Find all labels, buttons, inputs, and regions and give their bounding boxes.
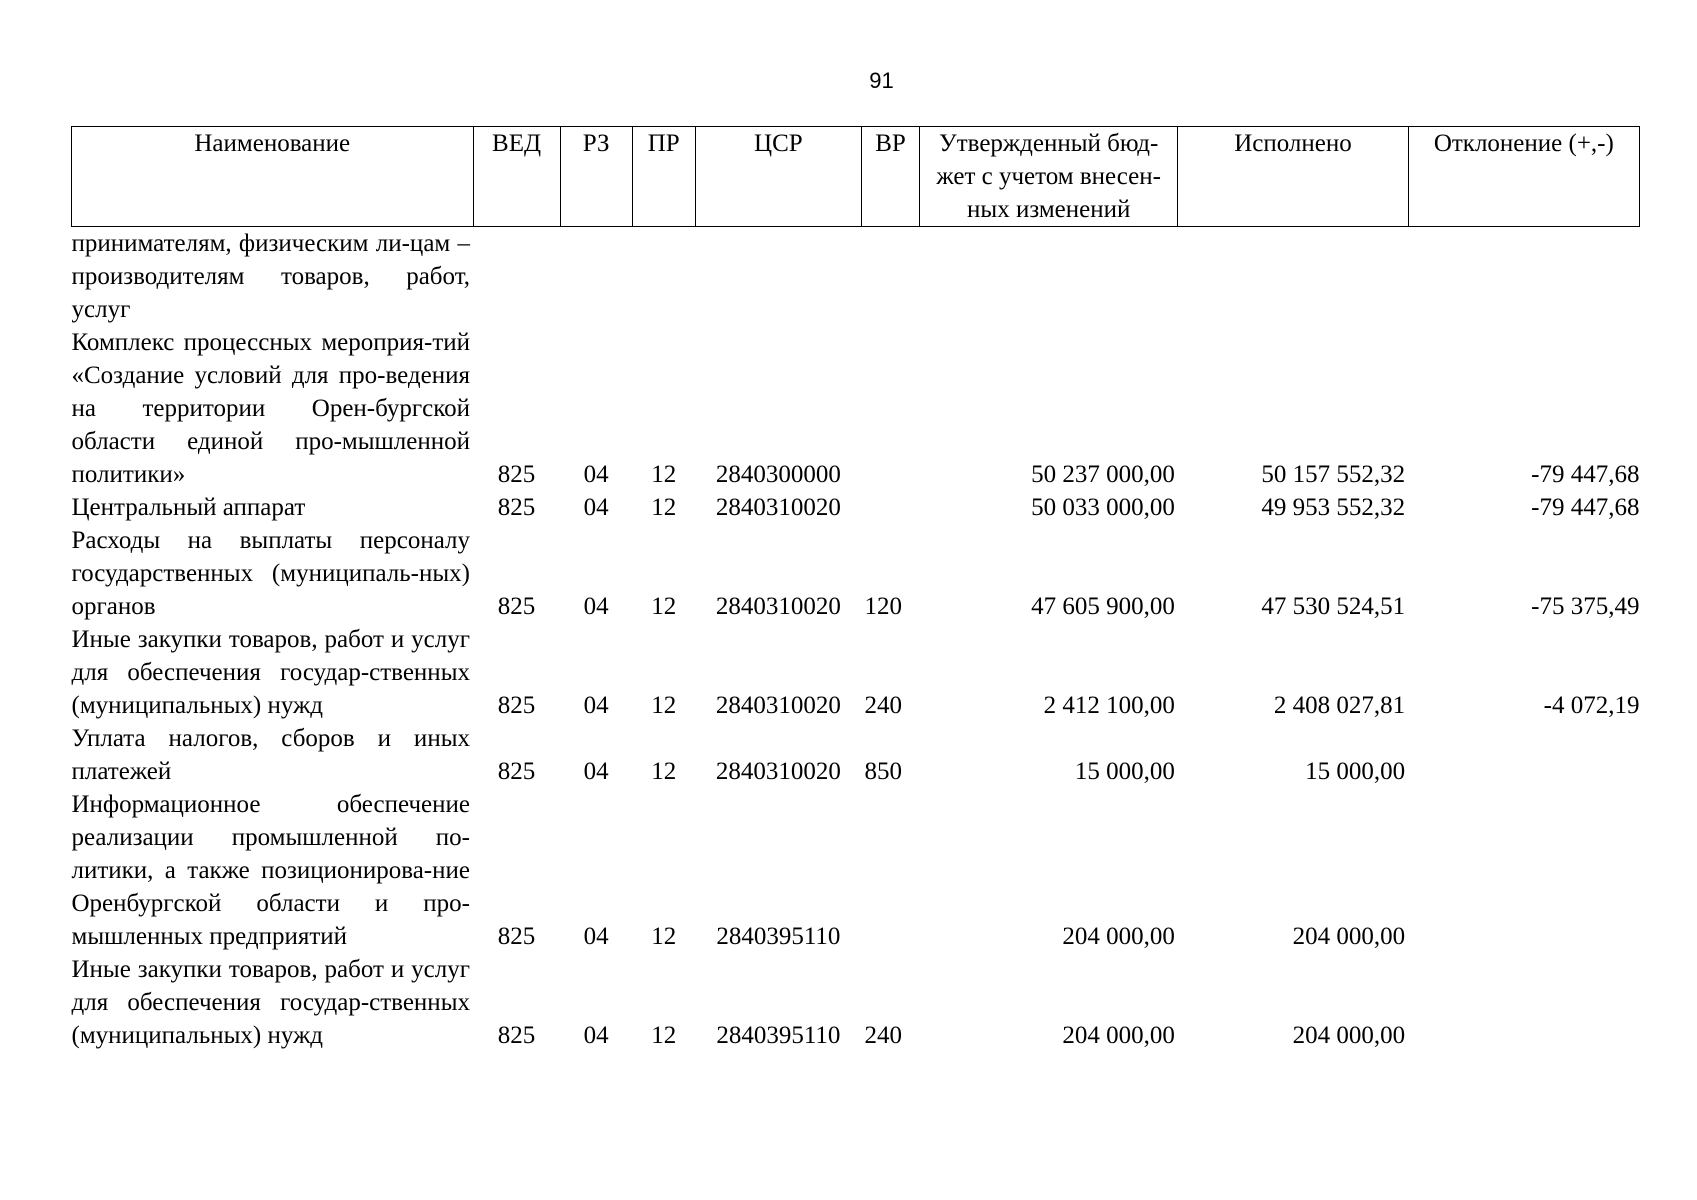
cell-executed: 15 000,00 (1305, 758, 1406, 785)
column-header-pr: ПР (632, 127, 695, 227)
table-row (72, 524, 1640, 623)
cell-name: Комплекс процессных мероприя-тий «Создание условий для про-ведения на территории Орен-бургской области единой про-мышленной политики» (71, 329, 470, 488)
page-number: 91 (869, 68, 894, 93)
cell-executed: 2 408 027,81 (1273, 692, 1406, 719)
cell-deviation: -75 375,49 (1531, 593, 1640, 620)
cell-executed (1178, 227, 1408, 327)
column-header-vr: ВР (861, 127, 919, 227)
cell-rz: 04 (583, 461, 609, 488)
table-row (72, 788, 1640, 953)
cell-executed: 47 530 524,51 (1261, 593, 1406, 620)
cell-ved: 825 (497, 1022, 536, 1049)
cell-vr (861, 326, 919, 491)
column-header-ved: ВЕД (473, 127, 560, 227)
table-row (72, 491, 1640, 524)
cell-csr: 2840395110 (716, 923, 841, 950)
cell-ved: 825 (497, 461, 536, 488)
cell-approved (920, 227, 1178, 327)
cell-name: Иные закупки товаров, работ и услуг для обеспечения государ-ственных (муниципальных) нужд (71, 956, 470, 1049)
cell-pr: 12 (651, 461, 677, 488)
column-header-rz: РЗ (560, 127, 632, 227)
cell-deviation: -4 072,19 (1543, 692, 1640, 719)
cell-vr: 240 (864, 1022, 902, 1049)
cell-vr (861, 227, 919, 327)
cell-pr (632, 227, 695, 327)
cell-name: Уплата налогов, сборов и иных платежей (71, 725, 470, 785)
cell-name: принимателям, физическим ли-цам – производителям товаров, работ, услуг (71, 230, 470, 323)
cell-rz (560, 227, 632, 327)
cell-deviation (1408, 953, 1639, 1052)
cell-vr (861, 788, 919, 953)
cell-csr: 2840310020 (715, 692, 841, 719)
table-row (72, 953, 1640, 1052)
table-row (72, 227, 1640, 327)
cell-deviation: -79 447,68 (1531, 461, 1640, 488)
cell-executed: 204 000,00 (1292, 923, 1406, 950)
column-header-approved: Утвержденный бюд-жет с учетом внесен-ных изменений (920, 127, 1178, 227)
table-header (72, 127, 1640, 227)
cell-deviation: -79 447,68 (1531, 494, 1640, 521)
cell-rz: 04 (583, 923, 609, 950)
cell-name: Иные закупки товаров, работ и услуг для обеспечения государ-ственных (муниципальных) нужд (71, 626, 470, 719)
cell-ved: 825 (497, 593, 536, 620)
cell-ved: 825 (497, 923, 536, 950)
cell-executed: 50 157 552,32 (1261, 461, 1406, 488)
cell-csr: 2840395110 (716, 1022, 841, 1049)
cell-approved: 2 412 100,00 (1043, 692, 1175, 719)
cell-rz: 04 (583, 692, 609, 719)
column-header-name: Наименование (72, 127, 474, 227)
cell-approved: 204 000,00 (1062, 923, 1175, 950)
table-row (72, 722, 1640, 788)
column-header-csr: ЦСР (695, 127, 861, 227)
cell-rz: 04 (583, 1022, 609, 1049)
cell-pr: 12 (651, 593, 677, 620)
cell-name: Информационное обеспечение реализации промышленной по-литики, а также позиционирова-ние Оренбургской области и про-мышленных предприятий (71, 791, 470, 950)
cell-vr: 120 (864, 593, 902, 620)
table-row (72, 326, 1640, 491)
cell-pr: 12 (651, 758, 677, 785)
cell-pr: 12 (651, 1022, 677, 1049)
cell-rz: 04 (583, 758, 609, 785)
cell-vr: 850 (864, 758, 902, 785)
cell-approved: 50 033 000,00 (1031, 494, 1175, 521)
cell-csr (695, 227, 861, 327)
cell-ved: 825 (497, 494, 536, 521)
cell-pr: 12 (651, 923, 677, 950)
cell-approved: 47 605 900,00 (1031, 593, 1175, 620)
cell-approved: 15 000,00 (1074, 758, 1175, 785)
column-header-deviation: Отклонение (+,-) (1408, 127, 1639, 227)
cell-executed: 204 000,00 (1292, 1022, 1406, 1049)
cell-executed: 49 953 552,32 (1261, 494, 1406, 521)
cell-name: Центральный аппарат (71, 494, 306, 521)
cell-vr (861, 491, 919, 524)
cell-name: Расходы на выплаты персоналу государственных (муниципаль-ных) органов (71, 527, 470, 620)
cell-pr: 12 (651, 692, 677, 719)
cell-deviation (1408, 722, 1639, 788)
cell-csr: 2840310020 (715, 758, 841, 785)
cell-approved: 204 000,00 (1062, 1022, 1175, 1049)
cell-ved: 825 (497, 758, 536, 785)
cell-ved: 825 (497, 692, 536, 719)
cell-csr: 2840310020 (715, 593, 841, 620)
column-header-executed: Исполнено (1178, 127, 1408, 227)
table-body (72, 227, 1640, 1053)
cell-csr: 2840310020 (715, 494, 841, 521)
table-row (72, 623, 1640, 722)
budget-table (71, 126, 1640, 1052)
cell-vr: 240 (864, 692, 902, 719)
cell-deviation (1408, 227, 1639, 327)
cell-approved: 50 237 000,00 (1031, 461, 1175, 488)
cell-deviation (1408, 788, 1639, 953)
cell-rz: 04 (583, 593, 609, 620)
cell-rz: 04 (583, 494, 609, 521)
cell-ved (473, 227, 560, 327)
cell-csr: 2840300000 (715, 461, 841, 488)
cell-pr: 12 (651, 494, 677, 521)
